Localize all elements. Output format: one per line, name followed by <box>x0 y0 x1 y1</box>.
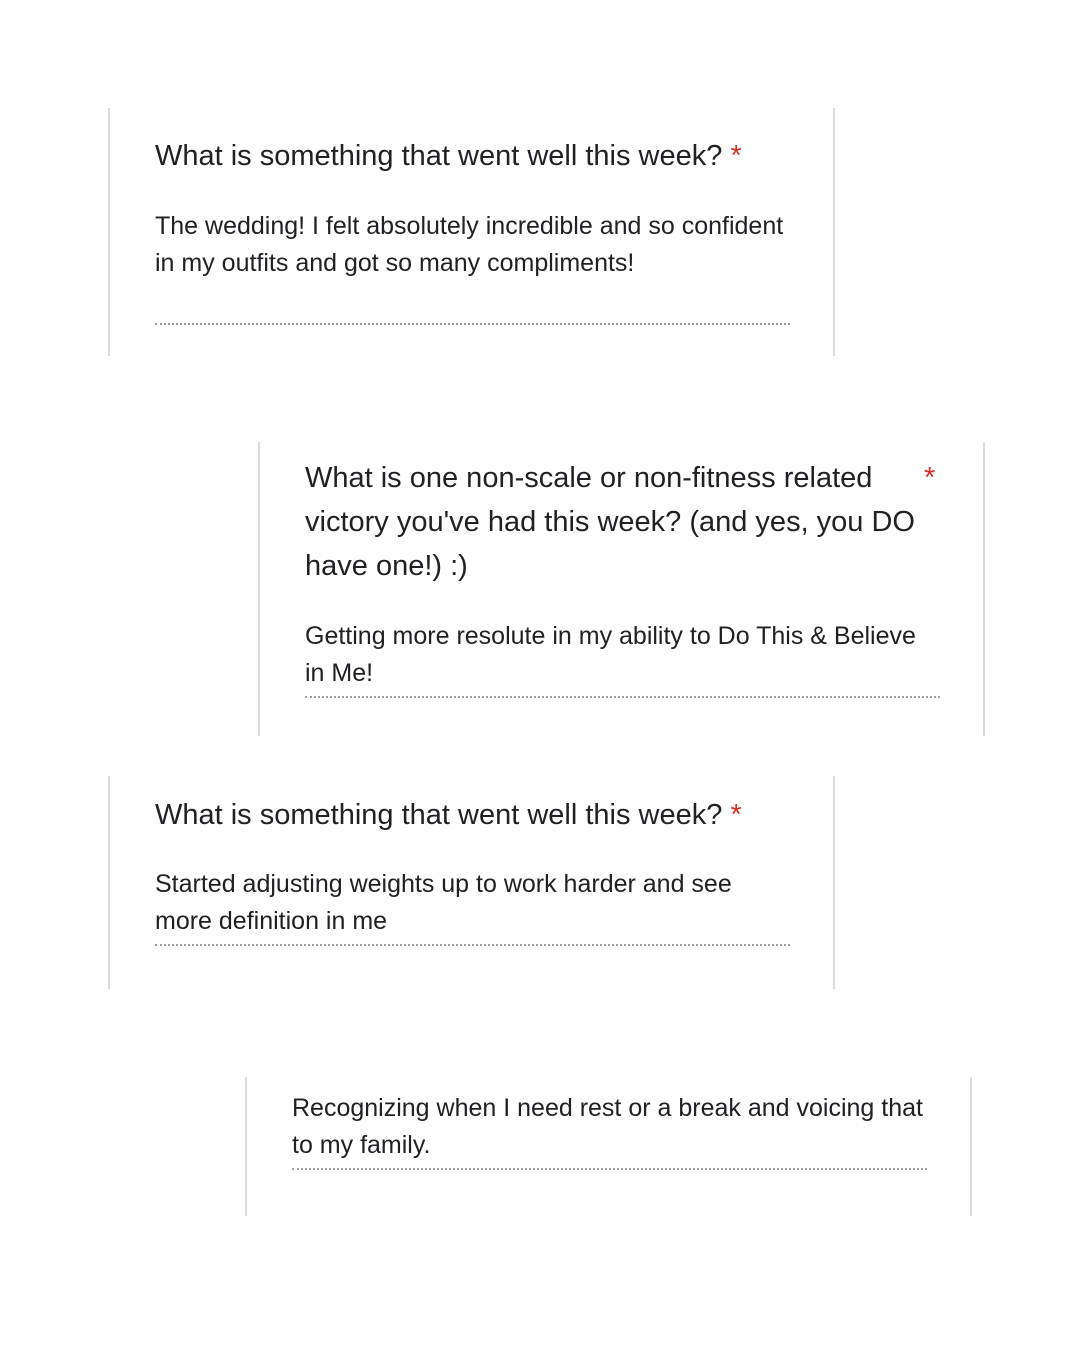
answer-card <box>245 1077 972 1216</box>
question-title: What is one non-scale or non-fitness related victory you've had this week? (and yes, you DO have one!) :) <box>305 462 915 582</box>
answer-text: Started adjusting weights up to work harder and see more definition in me <box>155 866 790 946</box>
question-card-non-scale-victory <box>258 442 985 736</box>
question-title: What is something that went well this week? * <box>155 140 742 172</box>
required-asterisk: * <box>924 462 936 494</box>
question-card-went-well <box>108 776 835 989</box>
question-card-went-well <box>108 108 835 356</box>
answer-text: Recognizing when I need rest or a break and voicing that to my family. <box>292 1090 927 1170</box>
answer-text: Getting more resolute in my ability to Do This & Believe in Me! <box>305 618 940 698</box>
required-asterisk: * <box>730 799 742 831</box>
required-asterisk: * <box>730 140 742 172</box>
answer-text: The wedding! I felt absolutely incredible and so confident in my outfits and got so many compliments! <box>155 208 790 325</box>
question-title: What is something that went well this week? * <box>155 799 742 831</box>
